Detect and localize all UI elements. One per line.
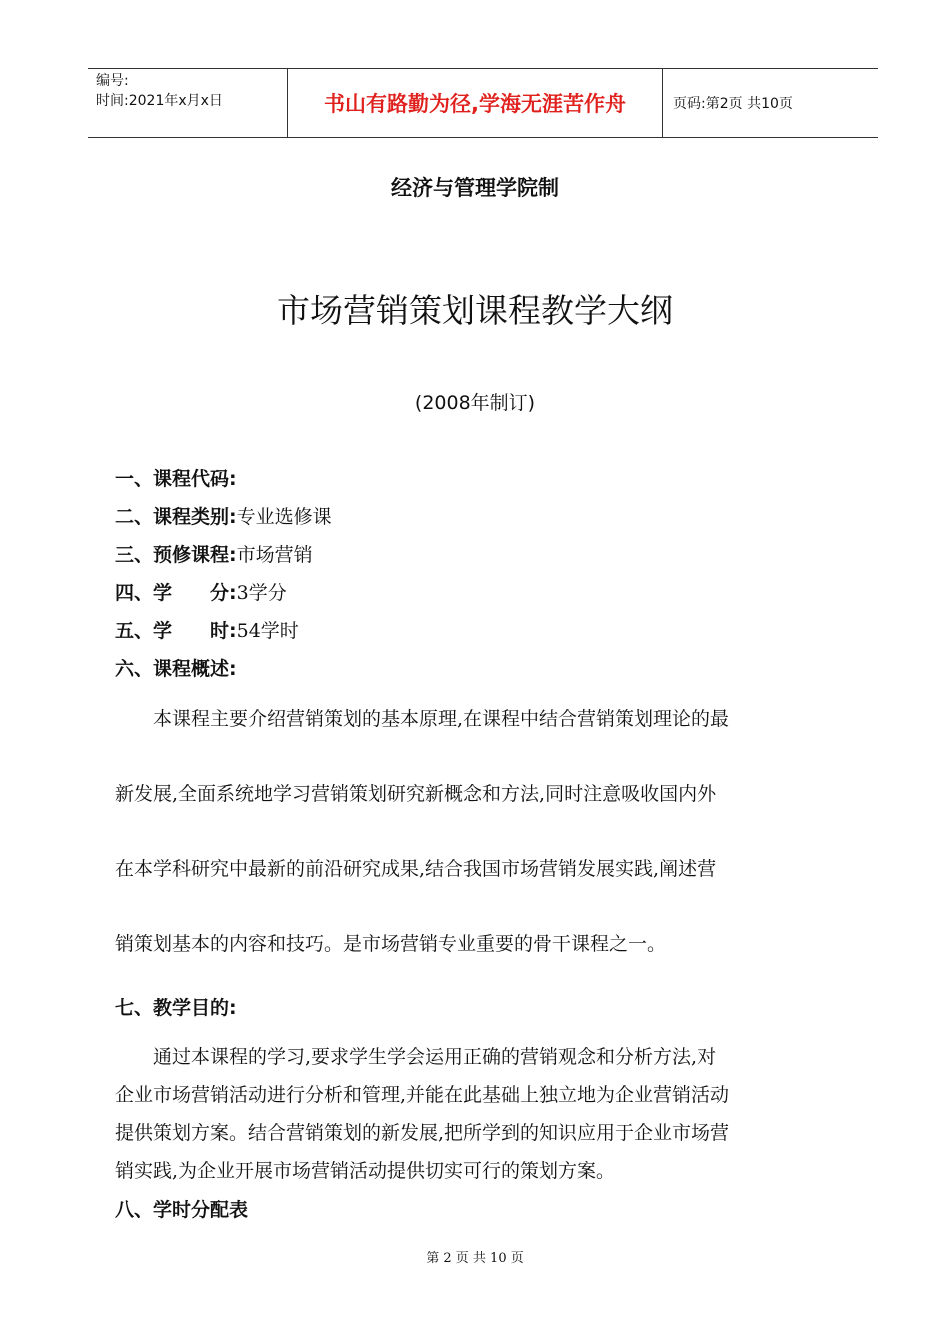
item-label: 五、学 时:	[115, 620, 237, 642]
document-title: 市场营销策划课程教学大纲	[277, 291, 673, 330]
page-header	[88, 68, 878, 138]
item-label: 六、课程概述:	[115, 658, 237, 680]
item-value: 专业选修课	[236, 506, 332, 528]
overview-line: 本课程主要介绍营销策划的基本原理,在课程中结合营销策划理论的最	[115, 708, 730, 730]
item-credits	[115, 578, 287, 605]
item-overview	[115, 654, 237, 681]
item-label: 四、学 分:	[115, 582, 237, 604]
item-label: 三、预修课程:	[115, 544, 237, 566]
item-course-category	[115, 502, 332, 529]
goal-line: 企业市场营销活动进行分析和管理,并能在此基础上独立地为企业营销活动	[115, 1084, 730, 1106]
overview-line: 在本学科研究中最新的前沿研究成果,结合我国市场营销发展实践,阐述营	[115, 858, 717, 880]
item-prerequisite	[115, 540, 313, 567]
goal-line: 销实践,为企业开展市场营销活动提供切实可行的策划方案。	[115, 1160, 616, 1182]
section-heading: 七、教学目的:	[115, 997, 237, 1019]
header-meta	[88, 69, 288, 137]
item-value: 3学分	[236, 582, 287, 604]
section-heading: 八、学时分配表	[115, 1199, 249, 1221]
section-hour-allocation	[115, 1195, 248, 1222]
item-course-code	[115, 464, 237, 491]
header-motto: 书山有路勤为径,学海无涯苦作舟	[288, 69, 663, 137]
item-value: 市场营销	[236, 544, 313, 566]
goal-line: 提供策划方案。结合营销策划的新发展,把所学到的知识应用于企业市场营	[115, 1122, 730, 1144]
item-label: 二、课程类别:	[115, 506, 237, 528]
document-subtitle: (2008年制订)	[414, 392, 536, 414]
item-label: 一、课程代码:	[115, 468, 237, 490]
item-hours	[115, 616, 299, 643]
overview-line: 销策划基本的内容和技巧。是市场营销专业重要的骨干课程之一。	[115, 933, 667, 955]
overview-line: 新发展,全面系统地学习营销策划研究新概念和方法,同时注意吸收国内外	[115, 783, 717, 805]
header-number-label: 编号:	[96, 73, 129, 89]
header-time-label: 时间:2021年x月x日	[96, 93, 223, 109]
page-footer: 第 2 页 共 10 页	[426, 1251, 524, 1266]
department-name: 经济与管理学院制	[391, 176, 559, 200]
goal-line: 通过本课程的学习,要求学生学会运用正确的营销观念和分析方法,对	[115, 1046, 717, 1068]
header-page-info: 页码:第2页 共10页	[673, 96, 793, 112]
item-value: 54学时	[236, 620, 299, 642]
section-teaching-goal	[115, 993, 237, 1020]
